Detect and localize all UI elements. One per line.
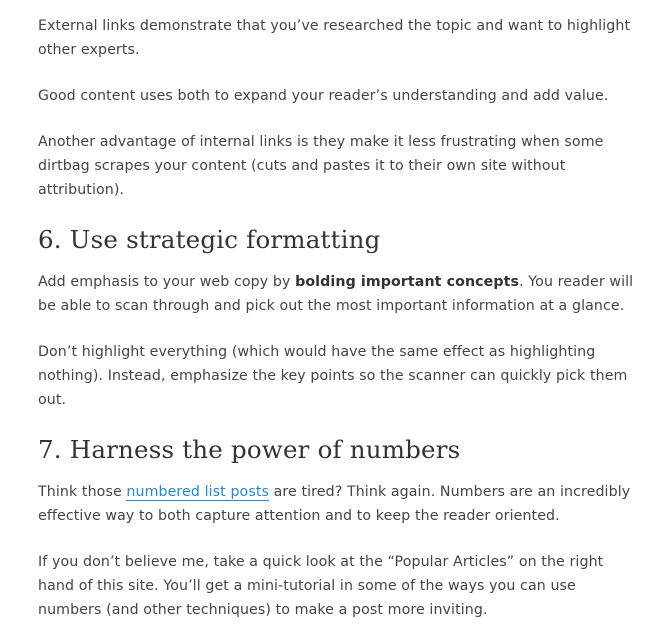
text-segment: are tired? Think again. Numbers are an incredibly effective way to both capture attention and to keep the reader oriented. [38,484,631,524]
article-body [38,14,638,644]
section-heading-strategic-formatting: 6. Use strategic formatting [38,225,381,254]
paragraph-good-content: Good content uses both to expand your reader’s understanding and add value. [38,88,609,104]
bold-phrase: bolding important concepts [295,274,520,290]
paragraph-dont-highlight: Don’t highlight everything (which would have the same effect as highlighting nothing). Instead, emphasize the key points so the scanner can quickly pick them out. [38,344,628,408]
paragraph-popular-articles: If you don’t believe me, take a quick look at the “Popular Articles” on the right hand of this site. You’ll get a mini-tutorial in some of the ways you can use numbers (and other techniques) to make a post more inviting. [38,554,604,618]
paragraph-add-emphasis [38,270,638,318]
paragraph-numbered-lists [38,480,638,528]
numbered-list-posts-link[interactable]: numbered list posts [126,484,269,500]
text-segment: Think those [38,484,127,500]
paragraph-external-links: External links demonstrate that you’ve researched the topic and want to highlight other experts. [38,18,631,58]
paragraph-internal-links-advantage: Another advantage of internal links is they make it less frustrating when some dirtbag scrapes your content (cuts and pastes it to their own site without attribution). [38,134,604,198]
text-segment: . You reader will be able to scan through and pick out the most important information at a glance. [38,274,634,314]
section-heading-power-of-numbers: 7. Harness the power of numbers [38,435,461,464]
text-segment: Add emphasis to your web copy by [38,274,296,290]
